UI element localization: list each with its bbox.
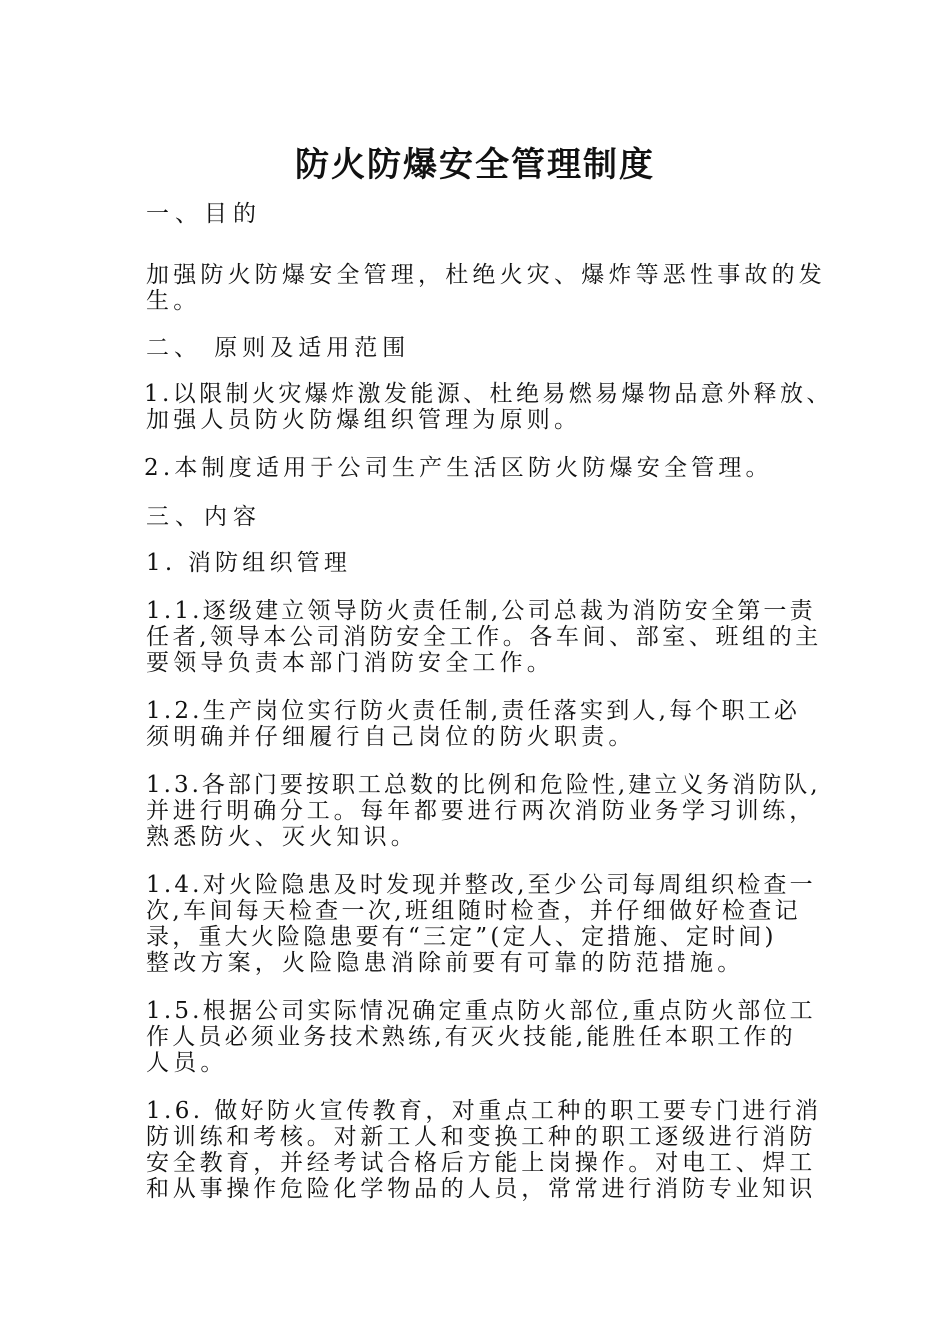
paragraph-line: 安全教育，并经考试合格后方能上岗操作。对电工、焊工 [146,1150,816,1176]
paragraph-line: 1.3.各部门要按职工总数的比例和危险性,建立义务消防队, [146,772,821,798]
paragraph-line: 熟悉防火、灭火知识。 [146,824,418,850]
paragraph-line: 并进行明确分工。每年都要进行两次消防业务学习训练， [146,798,816,824]
paragraph-line: 和从事操作危险化学物品的人员，常常进行消防专业知识 [146,1176,816,1202]
section-heading-content: 三、内容 [146,504,262,530]
paragraph-line: 1.4.对火险隐患及时发现并整改,至少公司每周组织检查一 [146,872,816,898]
section-heading-scope: 二、 原则及适用范围 [146,335,411,361]
paragraph-line: 1.2.生产岗位实行防火责任制,责任落实到人,每个职工必 [146,698,801,724]
paragraph-line: 人员。 [146,1050,228,1076]
paragraph-line: 加强防火防爆安全管理，杜绝火灾、爆炸等恶性事故的发 [146,262,826,288]
paragraph-line: 生。 [146,288,201,314]
subsection-heading: 1. 消防组织管理 [146,550,352,576]
paragraph-line: 次,车间每天检查一次,班组随时检查，并仔细做好检查记 [146,898,802,924]
paragraph-line: 任者,领导本公司消防安全工作。各车间、部室、班组的主 [146,624,822,650]
paragraph-line: 1.6. 做好防火宣传教育，对重点工种的职工要专门进行消 [146,1098,822,1124]
paragraph-line: 作人员必须业务技术熟练,有灭火技能,能胜任本职工作的 [146,1024,796,1050]
document-title: 防火防爆安全管理制度 [295,145,655,185]
section-heading-purpose: 一、目的 [146,201,262,227]
paragraph-line: 要领导负责本部门消防安全工作。 [146,650,554,676]
paragraph-line: 2.本制度适用于公司生产生活区防火防爆安全管理。 [144,455,773,481]
paragraph-line: 整改方案，火险隐患消除前要有可靠的防范措施。 [146,950,745,976]
paragraph-line: 加强人员防火防爆组织管理为原则。 [146,407,582,433]
paragraph-line: 须明确并仔细履行自己岗位的防火职责。 [146,724,636,750]
paragraph-line: 1.1.逐级建立领导防火责任制,公司总裁为消防安全第一责 [146,598,816,624]
paragraph-line: 录，重大火险隐患要有“三定”(定人、定措施、定时间) [146,924,777,950]
paragraph-line: 防训练和考核。对新工人和变换工种的职工逐级进行消防 [146,1124,816,1150]
paragraph-line: 1.5.根据公司实际情况确定重点防火部位,重点防火部位工 [146,998,816,1024]
paragraph-line: 1.以限制火灾爆炸激发能源、杜绝易燃易爆物品意外释放、 [144,381,833,407]
